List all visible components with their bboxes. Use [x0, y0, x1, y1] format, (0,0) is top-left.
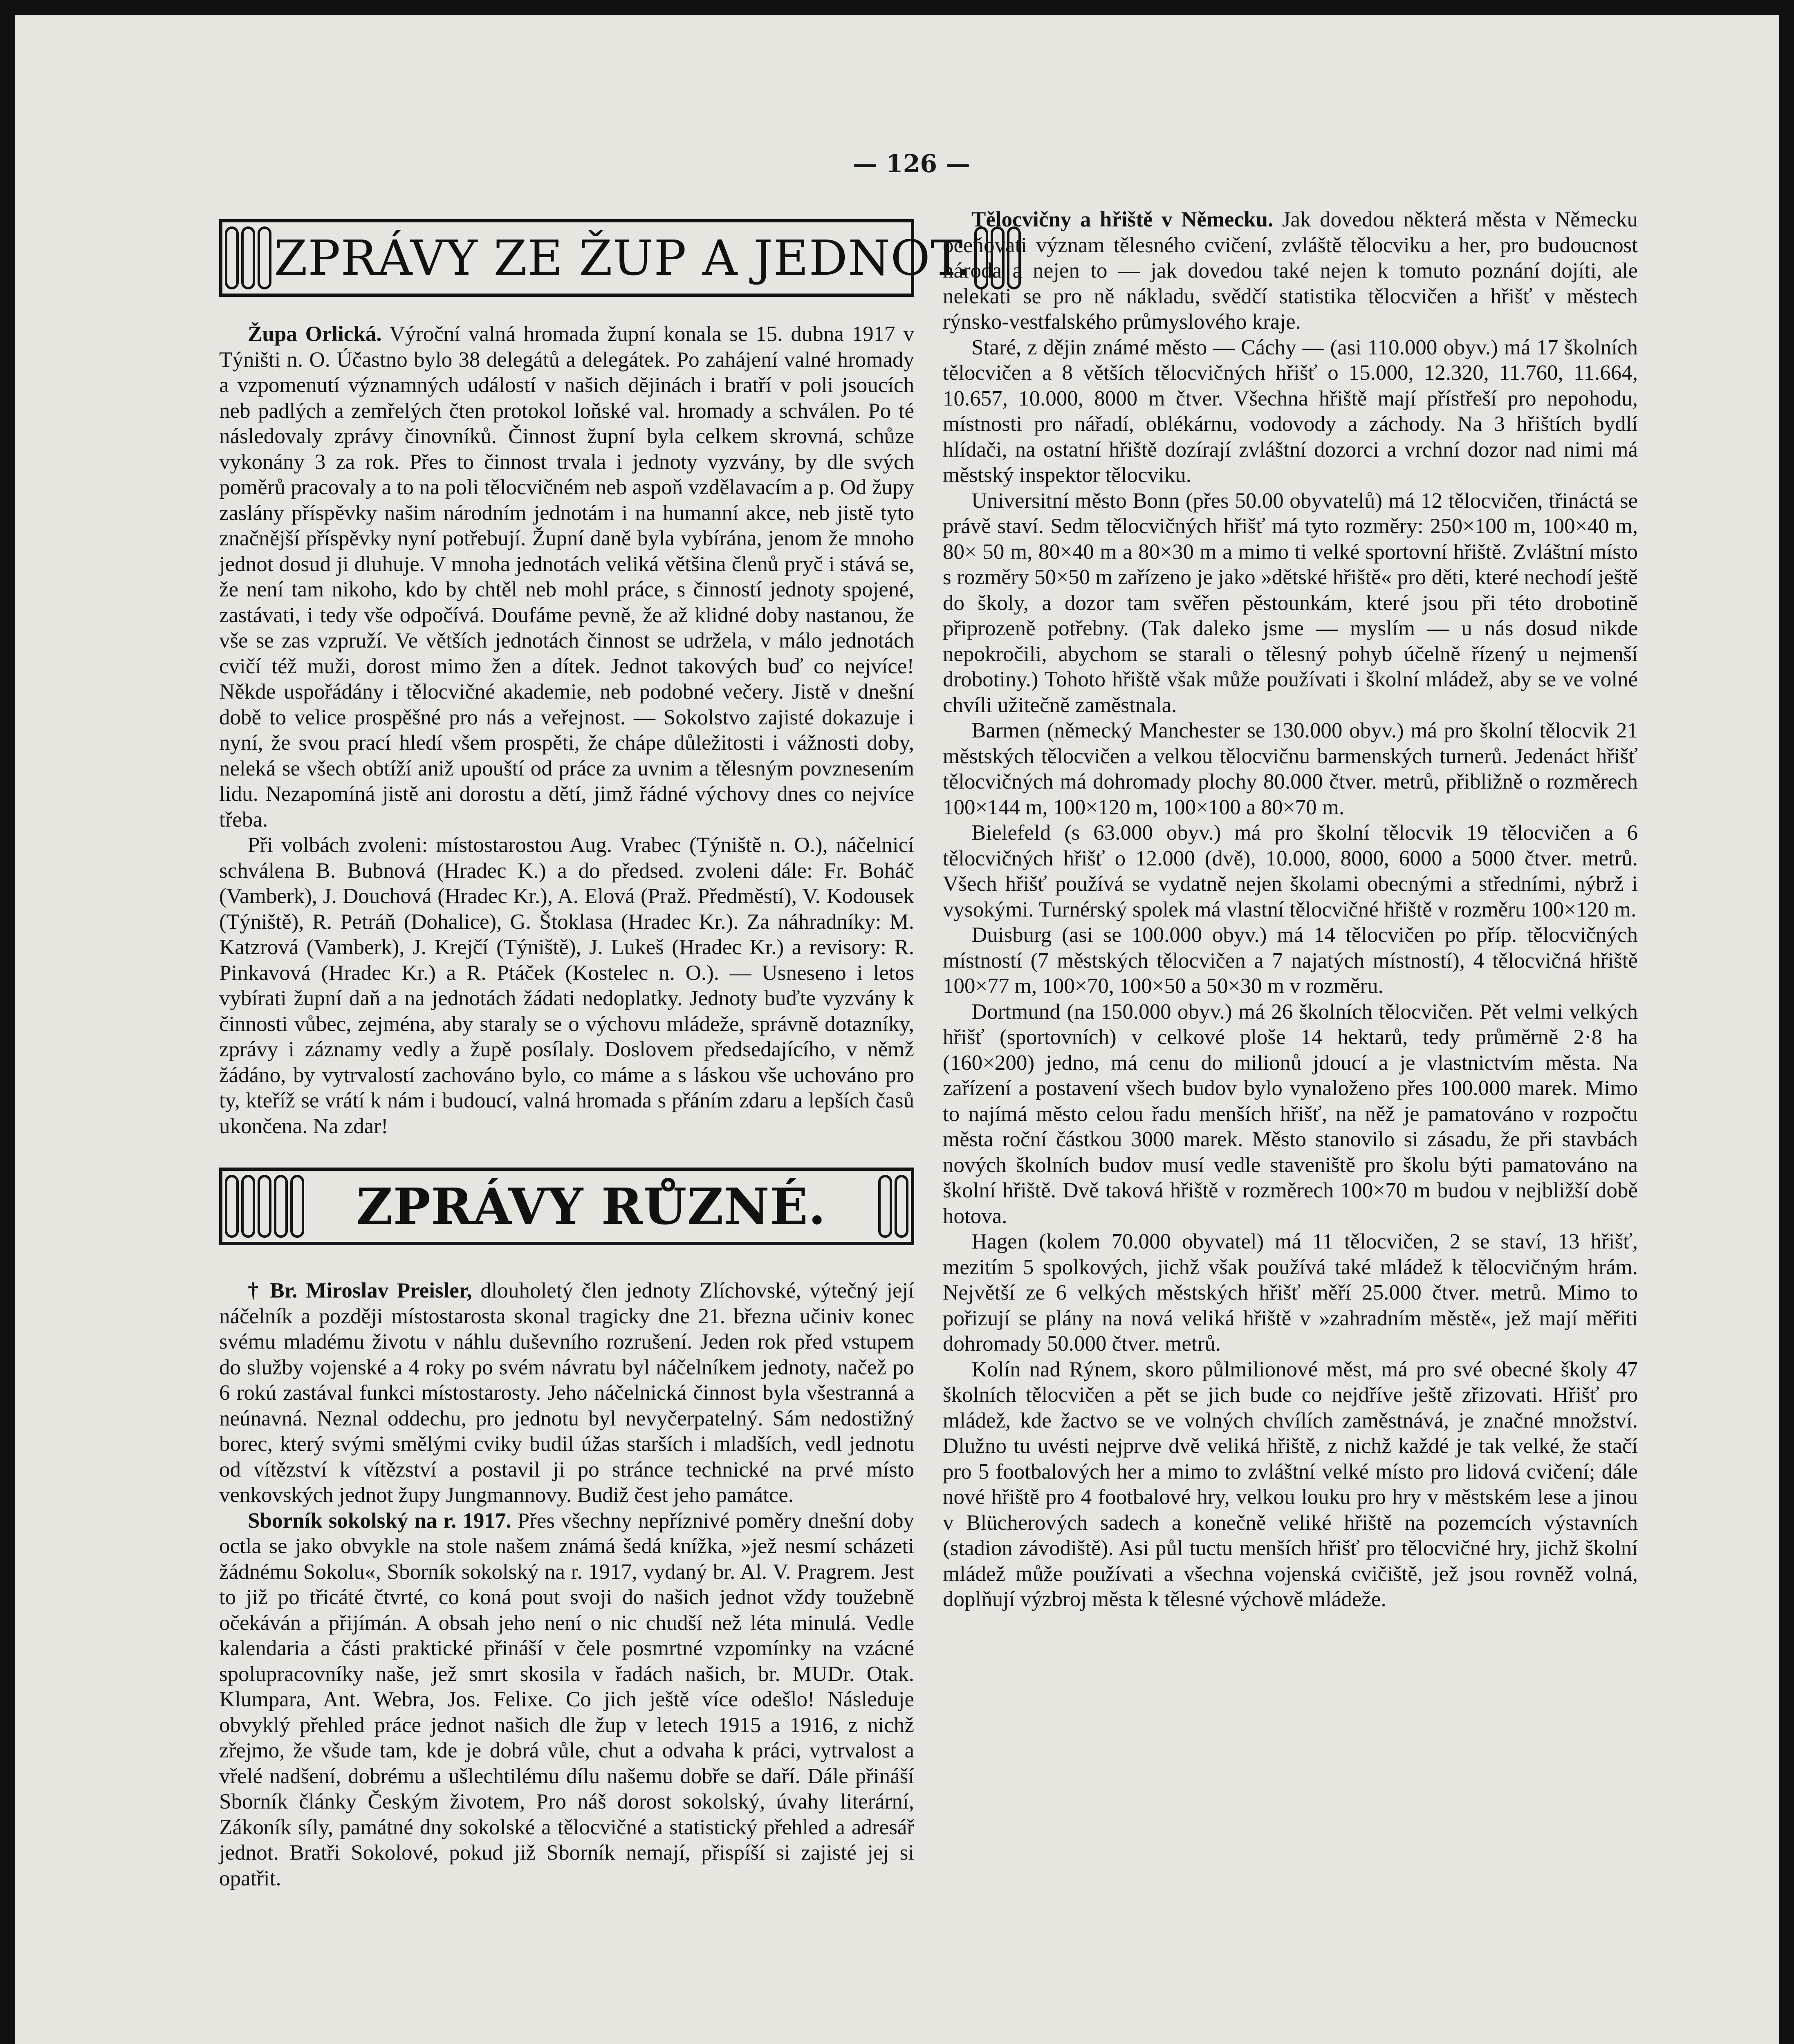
article-text: Při volbách zvoleni: místostarostou Aug. Vrabec (Týniště n. O.), náčelnicí schválena B. Bubnová (Hradec K.) a do předsed. zvoleni dále: Fr. Boháč (Vamberk), J. Douchová (Hradec Kr.), A. Elová (Praž. Předměstí), V. Kodousek (Týniště), R. Petráň (Dohalice), G. Štoklasa (Hradec Kr.). Za náhradníky: M. Katzrová (Vamberk), J. Krejčí (Týniště), J. Lukeš (Hradec Kr.) a revisory: R. Pinkavová (Hradec Kr.) a R. Ptáček (Kostelec n. O.). — Usneseno i letos vybírati župní daň a na jednotách žádati nedoplatky. Jednoty buďte vyzvány k činnosti vůbec, zejména, aby staraly se o výchovu mládeže, správně dotazníky, zprávy i záznamy vedly a župě posílaly. Doslovem předsedajícího, v němž žádáno, by vytrvalostí zachováno bylo, co máme a s láskou vše uchováno pro ty, kteříž se vrátí k nám i budoucí, valná hromada s přáním zdaru a lepších časů ukončena. Na zdar! — [219, 833, 914, 1138]
article-paragraph — [943, 922, 1638, 999]
section-title-ruzne: ZPRÁVY RŮZNÉ. — [356, 1177, 826, 1236]
article-paragraph — [219, 1508, 914, 1892]
article-paragraph — [943, 718, 1638, 820]
article-text: Staré, z dějin známé město — Cáchy — (asi 110.000 obyv.) má 17 školních tělocvičen a 8 větších tělocvičných hřišť o 15.000, 12.320, 11.760, 11.664, 10.657, 10.000, 8000 m čtver. Všechna hřiště mají přístřeší pro nepohodu, místnosti pro nářadí, oblékárnu, vodovody a záchody. Na 3 hřištích bydlí hlídači, na ostatní hřiště dozírají zvláštní dozorci a vrchní dozor nad nimi má městský inspektor tělocviku. — [943, 335, 1638, 487]
article-paragraph — [943, 1229, 1638, 1357]
ornament-right-icon — [876, 1171, 911, 1242]
article-text: dlouholetý člen jednoty Zlíchovské, výtečný její náčelník a později místostarosta skonal tragicky dne 21. března učiniv konec svému mladému životu v náhlu duševního rozrušení. Jeden rok před vstupem do služby vojenské a 4 roky po svém návratu byl náčelníkem jednoty, načež po 6 rokú zastával funkci místostarosty. Jeho náčelnická činnost byla všestranná a neúnavná. Neznal oddechu, pro jednotu byl nevyčerpatelný. Sám nedostižný borec, který svými smělými cviky budil úžas starších i mladších, vedl jednotu od vítězství k vítězství a postavil ji po stránce technické na prvé místo venkovských jednot župy Jungmannovy. Budiž čest jeho památce. — [219, 1279, 914, 1507]
article-text: Přes všechny nepříznivé poměry dnešní doby octla se jako obvykle na stole našem známá šedá knížka, »jež nesmí scházeti žádnému Sokolu«, Sborník sokolský na r. 1917, vydaný br. Al. V. Pragrem. Jest to již po třicáté čtvrté, co koná pout svoji do našich jednot vždy toužebně očekáván a přijímán. A obsah jeho není o nic chudší než léta minulá. Vedle kalendaria a části praktické přináší v čele posmrtné vzpomínky na vzácné spolupracovníky naše, jež smrt skosila v řadách našich, br. MUDr. Otak. Klumpara, Ant. Webra, Jos. Felixe. Co jich ještě více odešlo! Následuje obvyklý přehled práce jednot našich dle žup v letech 1915 a 1916, z nichž zřejmo, že všude tam, kde je dobrá vůle, chut a odvaha k práci, vytrvalost a vřelé nadšení, dobrému a ušlechtilému dílu našemu dobře se daří. Dále přináší Sborník články Českým životem, Pro náš dorost sokolský, úvahy literární, Zákoník síly, památné dny sokolské a tělocvičné a statistický přehled a adresář jednot. Bratři Sokolové, pokud již Sborník nemají, přispíší si zajisté jej si opatřit. — [219, 1508, 914, 1890]
page-number: — 126 — — [853, 150, 971, 178]
right-column — [943, 207, 1638, 1612]
article-text: Duisburg (asi se 100.000 obyv.) má 14 tělocvičen po příp. tělocvičných místností (7 městských tělocvičen a 7 najatých místností), 4 tělocvičná hřiště 100×77 m, 100×70, 100×50 a 50×30 m v rozměru. — [943, 923, 1638, 998]
section-header-ruzne — [219, 1168, 914, 1245]
article-paragraph — [219, 1278, 914, 1508]
article-text: Bielefeld (s 63.000 obyv.) má pro školní tělocvik 19 tělocvičen a 6 tělocvičných hřišť o 12.000 (dvě), 10.000, 8000, 6000 a 5000 čtver. metrů. Všech hřišť používá se vydatně nejen školami obecnými a středními, nýbrž i vysokými. Turnérský spolek má vlastní tělocvičné hřiště v rozměru 100×120 m. — [943, 821, 1638, 921]
article-lead: Tělocvičny a hřiště v Německu. — [971, 208, 1274, 231]
section-header-zupy — [219, 219, 972, 297]
article-paragraph — [943, 207, 1638, 335]
article-paragraph — [943, 999, 1638, 1229]
article-lead: Sborník sokolský na r. 1917. — [248, 1508, 511, 1533]
article-paragraph — [219, 832, 914, 1139]
article-paragraph — [943, 335, 1638, 488]
article-text: Výroční valná hromada župní konala se 15. dubna 1917 v Týništi n. O. Účastno bylo 38 delegátů a delegátek. Po zahájení valné hromady a vzpomenutí významných událostí v našich dějinách i bratří v poli jsoucích neb padlých a zemřelých čten protokol loňské val. hromady a schválen. Po té následovaly zprávy činovníků. Činnost župní byla celkem skrovná, schůze vykonány 3 za rok. Přes to činnost trvala i jednoty vyzvány, by dle svých poměrů pracovaly a to na poli tělocvičném neb aspoň vzdělavacím a p. Od župy zaslány příspěvky našim národním jednotám i na humanní akce, neb jistě tyto značnější příspěvky nyní potřebují. Župní daně byla vybírána, jenom že mnoho jednot dosud ji dluhuje. V mnoha jednotách veliká většina členů pryč i stává se, že není tam nikoho, kdo by chtěl neb mohl práce, s činností jednoty spojené, zastávati, i tedy vše odpočívá. Doufáme pevně, že až klidné doby nastanou, že vše se zas vzpruží. Ve větších jednotách činnost se udržela, v málo jednotách cvičí též muži, dorost mimo žen a dítek. Jednot takových buď co nejvíce! Někde uspořádány i tělocvičné akademie, neb podobné večery. Jistě v dnešní době to velice prospěšné pro nás a veřejnost. — Sokolstvo zajisté dokazuje i nyní, že svou prací hledí všem prospěti, že chápe důležitosti i vážnosti doby, neleká se všech obtíží aniž upouští od práce za uvnim a tělesným povznesením lidu. Nezapomíná jistě ani dorostu a dětí, jimž řádné výchovy dnes co nejvíce třeba. — [219, 322, 914, 831]
left-column — [219, 219, 972, 1891]
article-lead: Župa Orlická. — [248, 322, 382, 346]
article-paragraph — [943, 1357, 1638, 1612]
article-text: Barmen (německý Manchester se 130.000 obyv.) má pro školní tělocvik 21 městských tělocvičen a velkou tělocvičnu barmenských turnerů. Jedenáct hřišť tělocvičných má dohromady plochy 80.000 čtver. metrů, přibližně o rozměrech 100×144 m, 100×120 m, 100×100 a 80×70 m. — [943, 719, 1638, 819]
ornament-left-icon — [222, 1171, 307, 1242]
article-paragraph — [219, 321, 914, 832]
article-lead: † Br. Miroslav Preisler, — [248, 1279, 472, 1302]
article-text: Jak dovedou některá města v Německu oceňovati význam tělesného cvičení, zvláště tělocviku a her, pro budoucnost národa a nejen to — jak dovedou také nejen k tomuto poznání dojíti, ale nelekati se pro ně nákladu, svědčí statistika tělocvičen a hřišť v městech rýnsko-vestfalského průmyslového kraje. — [943, 208, 1638, 334]
ornament-left-icon — [222, 222, 274, 294]
article-paragraph — [943, 820, 1638, 922]
section-title-zupy: ZPRÁVY ZE ŽUP A JEDNOT. — [274, 229, 972, 286]
article-text: Universitní město Bonn (přes 50.00 obyvatelů) má 12 tělocvičen, třináctá se právě staví. Sedm tělocvičných hřišť má tyto rozměry: 250×100 m, 100×40 m, 80× 50 m, 80×40 m a 80×30 m a mimo ti velké sportovní hřiště. Zvláštní místo s rozměry 50×50 m zařízeno je jako »dětské hřiště« pro děti, které nechodí ještě do školy, a dozor tam svěřen pěstounkám, které jsou při této drobotině připrozeně potřebny. (Tak daleko jsme — myslím — u nás dosud nikde nepokročili, abychom se starali o tělesný pohyb účelně řízený u nejmenší drobotiny.) Tohoto hřiště však může používati i školní mládež, aby se ve volné chvíli užitečně zaměstnala. — [943, 489, 1638, 717]
article-text: Kolín nad Rýnem, skoro půlmilionové měst, má pro své obecné školy 47 školních tělocvičen a pět se jich bude co nejdříve ještě zřizovati. Hřišť pro mládež, kde žactvo se ve volných chvílích zaměstnává, je značné množství. Dlužno tu uvésti nejprve dvě veliká hřiště, z nichž každé je tak velké, že stačí pro 5 footbalových her a mimo to zvláštní velké místo pro lidová cvičení; dále nové hřiště pro 4 footbalové hry, velkou louku pro hry v městském lese a jinou v Blücherových sadech a konečně veliké hřiště na pozemcích výstavních (stadion závodiště). Asi půl tuctu menších hřišť pro tělocvičné hry, jichž školní mládež může používati a všechna vojenská cvičiště, jež jsou rovněž volná, doplňují výzbroj města k tělesné výchově mládeže. — [943, 1357, 1638, 1611]
document-page — [15, 15, 1779, 2044]
article-text: Dortmund (na 150.000 obyv.) má 26 školních tělocvičen. Pět velmi velkých hřišť (sportovních) v celkové ploše 14 hektarů, tedy průměrně 2·8 ha (160×200) jedno, má cenu do milionů jdoucí a je vlastnictvím města. Na zařízení a postavení všech budov bylo vynaloženo přes 100.000 marek. Mimo to najímá město celou řadu menších hřišť, na něž je pamatováno v rozpočtu města roční částkou 3000 marek. Město stanovilo si zásadu, že při stavbách nových školních budov musí vedle staveniště pro školu býti pamatováno na školní hřiště. Dvě taková hřiště v rozměrech 100×70 m budou v nejbližší době hotova. — [943, 1000, 1638, 1228]
article-text: Hagen (kolem 70.000 obyvatel) má 11 tělocvičen, 2 se staví, 13 hřišť, mezitím 5 spolkových, jichž však používá také mládež k tělocvičným hrám. Největší ze 6 velkých městských hřišť měří 25.000 čtver. metrů. Mimo to pořizují se plány na nová veliká hřiště v »zahradním městě«, jež mají měřiti dohromady 50.000 čtver. metrů. — [943, 1230, 1638, 1356]
article-paragraph — [943, 488, 1638, 718]
